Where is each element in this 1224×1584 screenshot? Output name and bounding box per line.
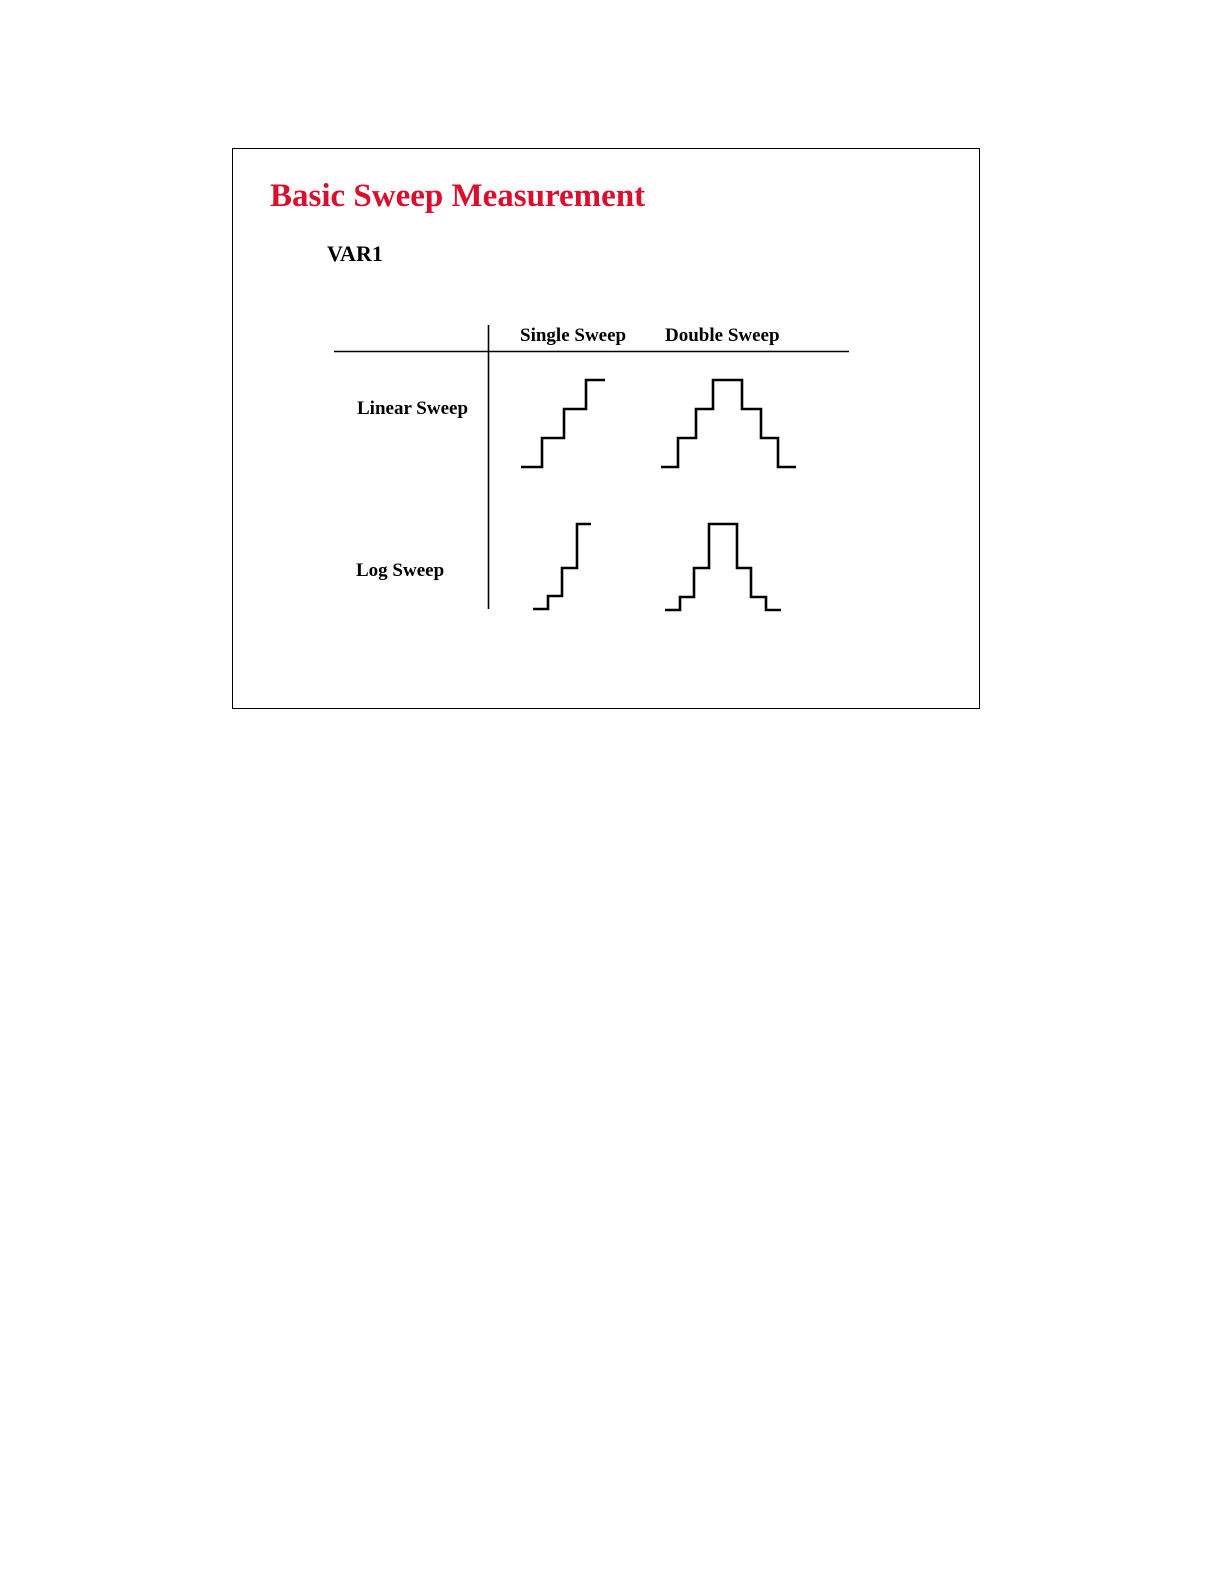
slide-frame bbox=[232, 148, 980, 709]
row-label-linear-sweep: Linear Sweep bbox=[357, 398, 469, 419]
column-header-single-sweep: Single Sweep bbox=[520, 325, 627, 346]
column-header-double-sweep: Double Sweep bbox=[665, 325, 780, 346]
slide-subtitle: VAR1 bbox=[327, 241, 383, 266]
slide-title: Basic Sweep Measurement bbox=[270, 178, 646, 214]
row-label-log-sweep: Log Sweep bbox=[356, 560, 445, 581]
